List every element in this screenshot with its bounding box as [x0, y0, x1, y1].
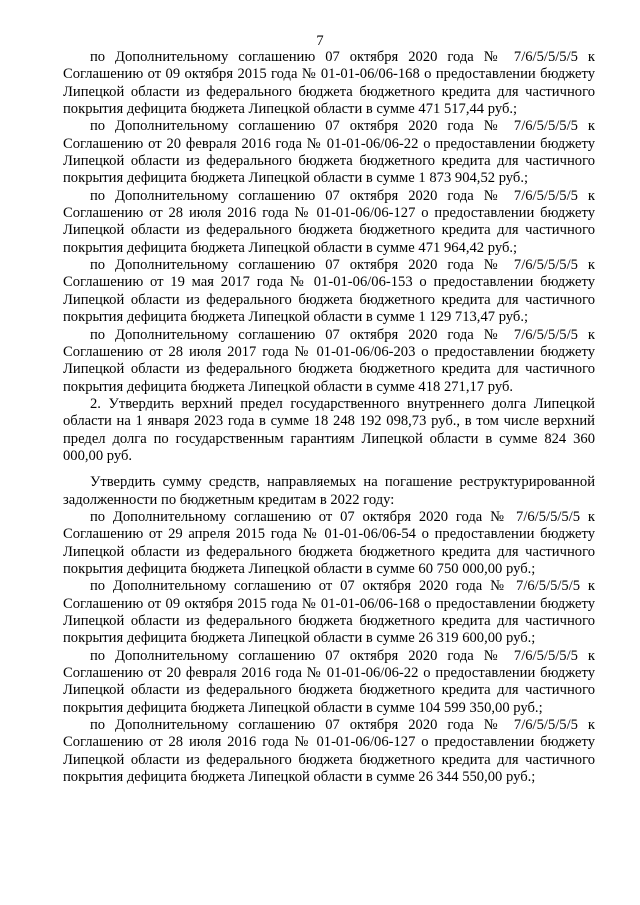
- paragraph-agreement-2015-168: по Дополнительному соглашению 07 октября 2020 года № 7/6/5/5/5/5 к Соглашению от 09 октября 2015 года № 01-01-06/06-168 о предоставлении бюджету Липецкой области из федерального бюджета бюджетного кредита для частичного покрытия дефицита бюджета Липецкой области в сумме 471 517,44 руб.;: [63, 49, 595, 118]
- paragraph-agreement-2017-203: по Дополнительному соглашению 07 октября 2020 года № 7/6/5/5/5/5 к Соглашению от 28 июля 2017 года № 01-01-06/06-203 о предоставлении бюджету Липецкой области из федерального бюджета бюджетного кредита для частичного покрытия дефицита бюджета Липецкой области в сумме 418 271,17 руб.: [63, 326, 595, 395]
- paragraph-repayment-2015-54: по Дополнительному соглашению от 07 октября 2020 года № 7/6/5/5/5/5 к Соглашению от 29 апреля 2015 года № 01-01-06/06-54 о предоставлении бюджету Липецкой области из федерального бюджета бюджетного кредита для частичного покрытия дефицита бюджета Липецкой области в сумме 60 750 000,00 руб.;: [63, 508, 595, 577]
- page-number: 7: [316, 33, 324, 49]
- paragraph-agreement-2016-127: по Дополнительному соглашению 07 октября 2020 года № 7/6/5/5/5/5 к Соглашению от 28 июля 2016 года № 01-01-06/06-127 о предоставлении бюджету Липецкой области из федерального бюджета бюджетного кредита для частичного покрытия дефицита бюджета Липецкой области в сумме 471 964,42 руб.;: [63, 187, 595, 256]
- paragraph-repayment-2015-168: по Дополнительному соглашению от 07 октября 2020 года № 7/6/5/5/5/5 к Соглашению от 09 октября 2015 года № 01-01-06/06-168 о предоставлении бюджету Липецкой области из федерального бюджета бюджетного кредита для частичного покрытия дефицита бюджета Липецкой области в сумме 26 319 600,00 руб.;: [63, 578, 595, 647]
- paragraph-debt-ceiling: 2. Утвердить верхний предел государственного внутреннего долга Липецкой области на 1 января 2023 года в сумме 18 248 192 098,73 руб., в том числе верхний предел долга по государственным гарантиям Липецкой области в сумме 824 360 000,00 руб.: [63, 395, 595, 464]
- paragraph-repayment-2016-127: по Дополнительному соглашению 07 октября 2020 года № 7/6/5/5/5/5 к Соглашению от 28 июля 2016 года № 01-01-06/06-127 о предоставлении бюджету Липецкой области из федерального бюджета бюджетного кредита для частичного покрытия дефицита бюджета Липецкой области в сумме 26 344 550,00 руб.;: [63, 717, 595, 786]
- paragraph-repayment-intro: Утвердить сумму средств, направляемых на погашение реструктурированной задолженности по бюджетным кредитам в 2022 году:: [63, 474, 595, 508]
- paragraph-agreement-2016-22: по Дополнительному соглашению 07 октября 2020 года № 7/6/5/5/5/5 к Соглашению от 20 февраля 2016 года № 01-01-06/06-22 о предоставлении бюджету Липецкой области из федерального бюджета бюджетного кредита для частичного покрытия дефицита бюджета Липецкой области в сумме 1 873 904,52 руб.;: [63, 118, 595, 187]
- paragraph-agreement-2017-153: по Дополнительному соглашению 07 октября 2020 года № 7/6/5/5/5/5 к Соглашению от 19 мая 2017 года № 01-01-06/06-153 о предоставлении бюджету Липецкой области из федерального бюджета бюджетного кредита для частичного покрытия дефицита бюджета Липецкой области в сумме 1 129 713,47 руб.;: [63, 257, 595, 326]
- paragraph-repayment-2016-22: по Дополнительному соглашению 07 октября 2020 года № 7/6/5/5/5/5 к Соглашению от 20 февраля 2016 года № 01-01-06/06-22 о предоставлении бюджету Липецкой области из федерального бюджета бюджетного кредита для частичного покрытия дефицита бюджета Липецкой области в сумме 104 599 350,00 руб.;: [63, 647, 595, 716]
- document-body: [63, 49, 595, 786]
